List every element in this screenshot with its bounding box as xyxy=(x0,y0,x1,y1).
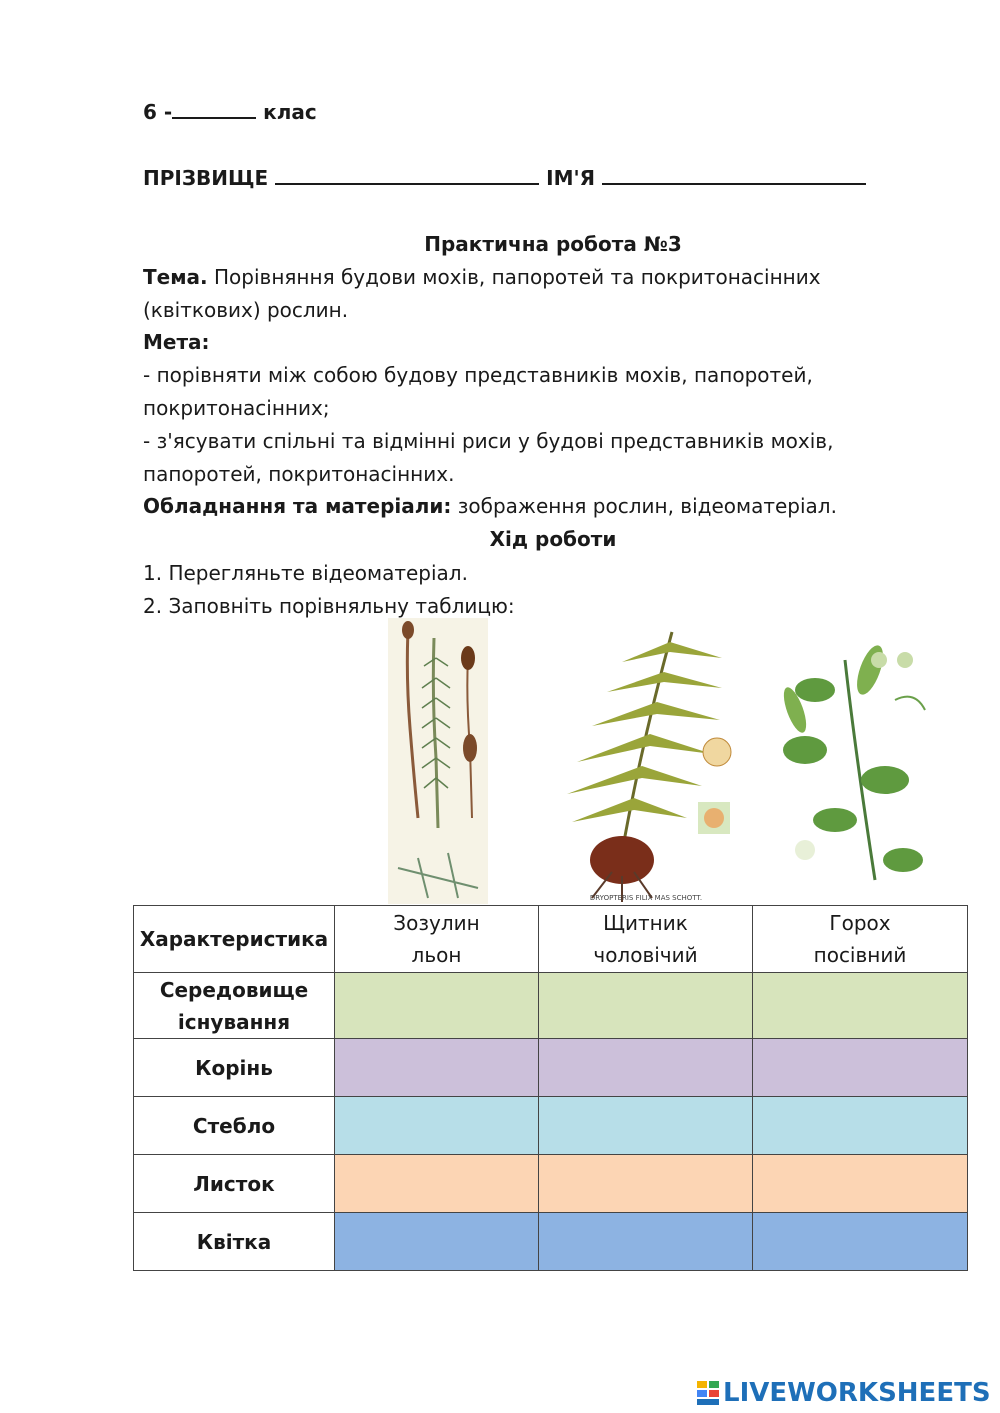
column-header-fern: Щитник чоловічий xyxy=(539,906,753,973)
column-header-moss: Зозулин льон xyxy=(335,906,539,973)
page-title: Практична робота №3 xyxy=(424,232,682,256)
answer-cell[interactable] xyxy=(335,1213,539,1271)
table-row xyxy=(134,1155,968,1213)
answer-cell[interactable] xyxy=(753,1213,968,1271)
class-blank[interactable] xyxy=(172,99,256,119)
row-label-stem: Стебло xyxy=(134,1097,335,1155)
table-row xyxy=(134,1213,968,1271)
surname-label: ПРІЗВИЩЕ xyxy=(143,166,269,190)
procedure-title: Хід роботи xyxy=(489,527,617,551)
table-header-row xyxy=(134,906,968,973)
name-label: ІМ'Я xyxy=(546,166,596,190)
topic-line-2: (квіткових) рослин. xyxy=(143,298,349,322)
answer-cell[interactable] xyxy=(753,1039,968,1097)
answer-cell[interactable] xyxy=(335,973,539,1039)
answer-cell[interactable] xyxy=(753,1155,968,1213)
brand-name: LIVEWORKSHEETS xyxy=(723,1378,991,1408)
pea-illustration xyxy=(775,630,943,895)
row-label-leaf: Листок xyxy=(134,1155,335,1213)
answer-cell[interactable] xyxy=(753,973,968,1039)
fern-caption: DRYOPTERIS FILIX MAS SCHOTT. xyxy=(589,894,703,902)
surname-blank[interactable] xyxy=(275,165,539,185)
table-row xyxy=(134,1097,968,1155)
goal-item-1-line-2: покритонасінних; xyxy=(143,396,330,420)
answer-cell[interactable] xyxy=(335,1155,539,1213)
name-line xyxy=(143,162,866,195)
answer-cell[interactable] xyxy=(335,1039,539,1097)
step-1: 1. Перегляньте відеоматеріал. xyxy=(143,561,468,585)
goal-item-2-line-2: папоротей, покритонасінних. xyxy=(143,462,455,486)
class-line: 6 - клас xyxy=(143,100,317,124)
goal-label: Мета: xyxy=(143,330,210,354)
answer-cell[interactable] xyxy=(539,1097,753,1155)
table-row xyxy=(134,1039,968,1097)
moss-illustration xyxy=(388,618,488,904)
row-label-flower: Квітка xyxy=(134,1213,335,1271)
table-corner: Характеристика xyxy=(134,906,335,973)
liveworksheets-logo-icon xyxy=(697,1381,719,1405)
name-blank[interactable] xyxy=(602,165,866,185)
answer-cell[interactable] xyxy=(539,1039,753,1097)
row-label-habitat: Середовище існування xyxy=(134,973,335,1039)
table-row xyxy=(134,973,968,1039)
answer-cell[interactable] xyxy=(539,1155,753,1213)
row-label-root: Корінь xyxy=(134,1039,335,1097)
fern-illustration xyxy=(552,622,740,904)
answer-cell[interactable] xyxy=(539,1213,753,1271)
goal-item-2-line-1: - з'ясувати спільні та відмінні риси у будові представників мохів, xyxy=(143,429,834,453)
answer-cell[interactable] xyxy=(539,973,753,1039)
comparison-table xyxy=(133,905,968,1271)
step-2: 2. Заповніть порівняльну таблицю: xyxy=(143,594,515,618)
column-header-pea: Горох посівний xyxy=(753,906,968,973)
goal-item-1-line-1: - порівняти між собою будову представників мохів, папоротей, xyxy=(143,363,813,387)
equipment-line: Обладнання та матеріали: зображення рослин, відеоматеріал. xyxy=(143,494,837,518)
answer-cell[interactable] xyxy=(753,1097,968,1155)
answer-cell[interactable] xyxy=(335,1097,539,1155)
topic-line-1: Тема. Порівняння будови мохів, папоротей та покритонасінних xyxy=(143,265,821,289)
liveworksheets-logo[interactable] xyxy=(697,1377,991,1409)
